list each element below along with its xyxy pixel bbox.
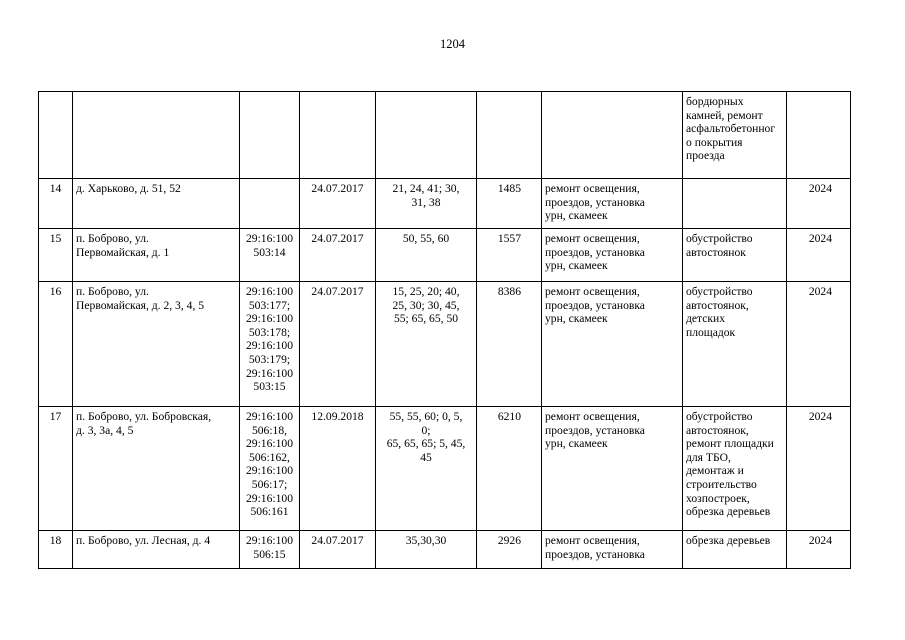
- cell-works-minimum-line: проездов, установка: [545, 298, 645, 312]
- cell-works-additional-line: обустройство: [686, 410, 753, 423]
- cell-address: [73, 531, 240, 569]
- cell-address-line: п. Боброво, ул.: [76, 285, 149, 298]
- cell-works-additional-line: автостоянок,: [686, 423, 749, 437]
- cell-works-minimum-line: ремонт освещения,: [545, 410, 640, 423]
- table-row: [39, 179, 851, 229]
- cell-works-additional-line: для ТБО,: [686, 450, 731, 464]
- cell-date: [300, 92, 376, 179]
- cell-cadastral-number-line: 506:162,: [249, 450, 290, 464]
- cell-address: [73, 179, 240, 229]
- cell-dimensions-line: 65, 65, 65; 5, 45,: [386, 437, 466, 451]
- cell-address: [73, 92, 240, 179]
- cell-works-additional-line: автостоянок,: [686, 298, 749, 312]
- cell-works-minimum-line: проездов, установка: [545, 195, 645, 209]
- cell-cadastral-number-line: 29:16:100: [245, 534, 294, 547]
- cell-area: 1557: [477, 229, 542, 282]
- cell-number: 15: [39, 229, 73, 282]
- cell-cadastral-number-line: 503:179;: [248, 352, 291, 366]
- cell-works-minimum: [542, 531, 683, 569]
- cell-dimensions-line: 55; 65, 65, 50: [393, 312, 459, 326]
- cell-address-line: д. 3, 3а, 4, 5: [76, 423, 134, 437]
- cell-cadastral-number-line: 29:16:100: [245, 491, 294, 505]
- cell-dimensions: [376, 229, 477, 282]
- cell-works-minimum-line: ремонт освещения,: [545, 534, 640, 547]
- cell-dimensions-line: 25, 30; 30, 45,: [392, 298, 460, 312]
- table-row: [39, 229, 851, 282]
- cell-dimensions-line: 0;: [421, 423, 431, 437]
- cell-number: [39, 92, 73, 179]
- cell-works-minimum-line: проездов, установка: [545, 245, 645, 259]
- cell-works-additional-line: асфальтобетонног: [686, 122, 776, 136]
- cell-dimensions-line: 15, 25, 20; 40,: [392, 285, 460, 298]
- cell-address: [73, 407, 240, 531]
- cell-cadastral-number-line: 29:16:100: [245, 366, 294, 380]
- cell-works-additional: [683, 92, 787, 179]
- cell-cadastral-number: [240, 92, 300, 179]
- cell-works-minimum-line: проездов, установка: [545, 423, 645, 437]
- cell-works-additional-line: о покрытия: [686, 135, 743, 149]
- cell-cadastral-number: [240, 229, 300, 282]
- cell-works-additional: [683, 282, 787, 407]
- table-body: [39, 92, 851, 569]
- cell-dimensions-line: 31, 38: [411, 195, 441, 209]
- cell-works-minimum: [542, 92, 683, 179]
- cell-area: 8386: [477, 282, 542, 407]
- cell-works-minimum-line: урн, скамеек: [545, 209, 608, 223]
- cell-works-additional-line: демонтаж и: [686, 464, 744, 478]
- cell-number: 18: [39, 531, 73, 569]
- cell-year: 2024: [787, 531, 851, 569]
- cell-works-minimum: [542, 179, 683, 229]
- cell-works-additional-line: обустройство: [686, 232, 753, 245]
- cell-cadastral-number-line: 503:177;: [248, 298, 291, 312]
- cell-dimensions-line: 45: [420, 450, 432, 464]
- cell-cadastral-number-line: 506:18,: [251, 423, 288, 437]
- cell-works-minimum: [542, 229, 683, 282]
- cell-address: [73, 229, 240, 282]
- cell-dimensions-line: 50, 55, 60: [402, 232, 450, 245]
- cell-number: 17: [39, 407, 73, 531]
- table-row: [39, 407, 851, 531]
- cell-works-additional-line: обустройство: [686, 285, 753, 298]
- cell-dimensions-line: 55, 55, 60; 0, 5,: [389, 410, 463, 423]
- cell-area: [477, 92, 542, 179]
- table-row: [39, 92, 851, 179]
- cell-cadastral-number-line: 503:15: [253, 380, 286, 394]
- cell-dimensions: [376, 407, 477, 531]
- cell-works-minimum-line: ремонт освещения,: [545, 232, 640, 245]
- cell-works-minimum: [542, 282, 683, 407]
- cell-works-additional-line: детских: [686, 312, 726, 326]
- cell-date: 24.07.2017: [300, 179, 376, 229]
- cell-cadastral-number-line: 506:17;: [251, 477, 288, 491]
- cell-year: 2024: [787, 229, 851, 282]
- cell-year: 2024: [787, 282, 851, 407]
- cell-cadastral-number-line: 506:161: [250, 505, 289, 519]
- cell-cadastral-number-line: 29:16:100: [245, 410, 294, 423]
- cell-cadastral-number-line: 29:16:100: [245, 285, 294, 298]
- cell-area: 6210: [477, 407, 542, 531]
- table-row: [39, 531, 851, 569]
- cell-works-minimum-line: урн, скамеек: [545, 312, 608, 326]
- cell-works-additional-line: бордюрных: [686, 95, 744, 108]
- cell-number: 14: [39, 179, 73, 229]
- cell-works-additional-line: ремонт площадки: [686, 437, 774, 451]
- cell-cadastral-number-line: 29:16:100: [245, 232, 294, 245]
- cell-cadastral-number: [240, 282, 300, 407]
- cell-address-line: п. Боброво, ул.: [76, 232, 149, 245]
- cell-area: 1485: [477, 179, 542, 229]
- cell-works-minimum-line: урн, скамеек: [545, 437, 608, 451]
- cell-works-additional-line: хозпостроек,: [686, 491, 750, 505]
- cell-works-additional-line: камней, ремонт: [686, 108, 763, 122]
- cell-address-line: Первомайская, д. 2, 3, 4, 5: [76, 298, 205, 312]
- cell-dimensions: [376, 92, 477, 179]
- cell-works-additional: [683, 531, 787, 569]
- cell-cadastral-number-line: 503:14: [253, 245, 286, 259]
- cell-cadastral-number-line: 506:15: [253, 547, 286, 561]
- cell-address-line: Первомайская, д. 1: [76, 245, 170, 259]
- cell-dimensions-line: 35,30,30: [405, 534, 447, 547]
- cell-number: 16: [39, 282, 73, 407]
- registry-table: [38, 91, 851, 569]
- cell-year: 2024: [787, 179, 851, 229]
- cell-cadastral-number-line: 29:16:100: [245, 312, 294, 326]
- cell-works-minimum-line: проездов, установка: [545, 547, 645, 561]
- cell-address: [73, 282, 240, 407]
- cell-works-additional: [683, 407, 787, 531]
- cell-dimensions: [376, 531, 477, 569]
- cell-works-additional-line: автостоянок: [686, 245, 746, 259]
- cell-date: 24.07.2017: [300, 229, 376, 282]
- cell-works-minimum-line: ремонт освещения,: [545, 182, 640, 195]
- cell-cadastral-number: [240, 531, 300, 569]
- page-number: 1204: [440, 37, 465, 51]
- cell-works-additional-line: обрезка деревьев: [686, 534, 771, 547]
- cell-cadastral-number: [240, 407, 300, 531]
- cell-year: [787, 92, 851, 179]
- cell-dimensions-line: 21, 24, 41; 30,: [392, 182, 460, 195]
- cell-works-minimum: [542, 407, 683, 531]
- table-row: [39, 282, 851, 407]
- cell-date: 24.07.2017: [300, 282, 376, 407]
- cell-cadastral-number-line: 503:178;: [248, 325, 291, 339]
- cell-works-additional-line: проезда: [686, 149, 725, 163]
- cell-date: 24.07.2017: [300, 531, 376, 569]
- cell-cadastral-number-line: 29:16:100: [245, 339, 294, 353]
- cell-works-additional-line: площадок: [686, 325, 736, 339]
- cell-dimensions: [376, 179, 477, 229]
- cell-works-additional-line: строительство: [686, 477, 757, 491]
- cell-address-line: д. Харьково, д. 51, 52: [76, 182, 181, 195]
- cell-cadastral-number: [240, 179, 300, 229]
- cell-year: 2024: [787, 407, 851, 531]
- cell-works-additional: [683, 229, 787, 282]
- cell-area: 2926: [477, 531, 542, 569]
- cell-dimensions: [376, 282, 477, 407]
- cell-works-minimum-line: ремонт освещения,: [545, 285, 640, 298]
- cell-works-additional-line: обрезка деревьев: [686, 505, 771, 519]
- cell-address-line: п. Боброво, ул. Лесная, д. 4: [76, 534, 211, 547]
- cell-address-line: п. Боброво, ул. Бобровская,: [76, 410, 212, 423]
- cell-cadastral-number-line: 29:16:100: [245, 464, 294, 478]
- cell-cadastral-number-line: 29:16:100: [245, 437, 294, 451]
- cell-works-minimum-line: урн, скамеек: [545, 259, 608, 273]
- cell-works-additional: [683, 179, 787, 229]
- cell-date: 12.09.2018: [300, 407, 376, 531]
